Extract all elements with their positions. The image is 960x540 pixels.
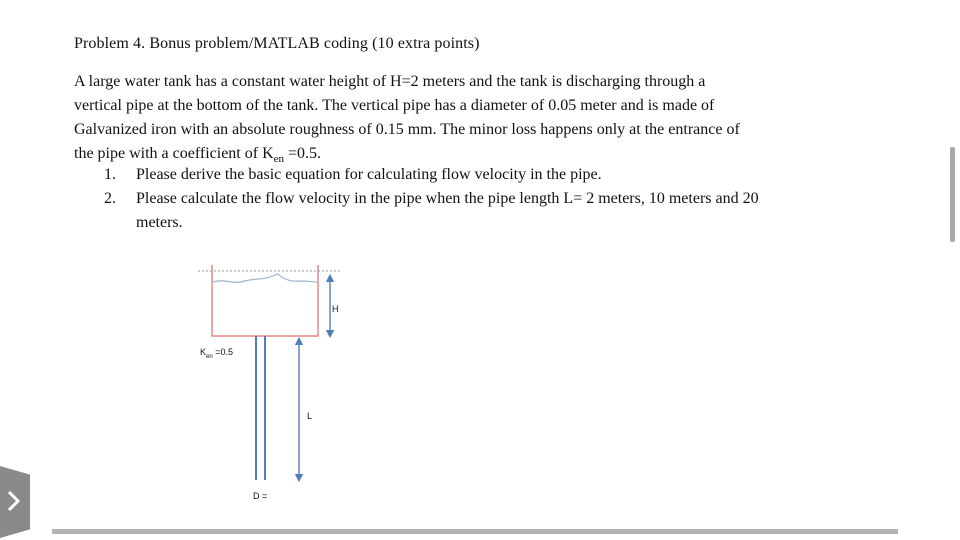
paragraph-line: Galvanized iron with an absolute roughness of 0.15 mm. The minor loss happens only at the entrance of [74, 121, 740, 138]
subscript-en: en [273, 153, 285, 166]
list-number: 2. [104, 190, 116, 207]
progress-bar[interactable] [52, 529, 898, 534]
k-value: =0.5 [212, 347, 233, 357]
list-text: Please derive the basic equation for calculating flow velocity in the pipe. [136, 166, 602, 183]
k-symbol: K [200, 347, 207, 357]
paragraph-line: vertical pipe at the bottom of the tank. The vertical pipe has a diameter of 0.05 meter and is made of [74, 97, 715, 114]
problem-heading: Problem 4. Bonus problem/MATLAB coding (10 extra points) [74, 35, 480, 52]
list-number: 1. [104, 166, 116, 183]
previous-page-button[interactable] [0, 466, 30, 538]
height-label: H [332, 304, 339, 314]
length-label: L [307, 411, 313, 421]
paragraph-line: A large water tank has a constant water height of H=2 meters and the tank is discharging through a [74, 73, 706, 90]
scrollbar-thumb[interactable] [950, 147, 955, 242]
paragraph-text: the pipe with a coefficient of K [74, 145, 274, 162]
tank-outline [212, 265, 318, 336]
list-text: meters. [136, 214, 183, 231]
list-text: Please calculate the flow velocity in the pipe when the pipe length L= 2 meters, 10 meters and 20 [136, 190, 759, 207]
chevron-left-icon [5, 488, 23, 514]
diameter-label: D = [253, 491, 268, 501]
paragraph-text: =0.5. [284, 145, 322, 162]
entrance-loss-label [200, 347, 233, 360]
k-subscript: en [206, 353, 213, 360]
water-surface [213, 274, 317, 282]
